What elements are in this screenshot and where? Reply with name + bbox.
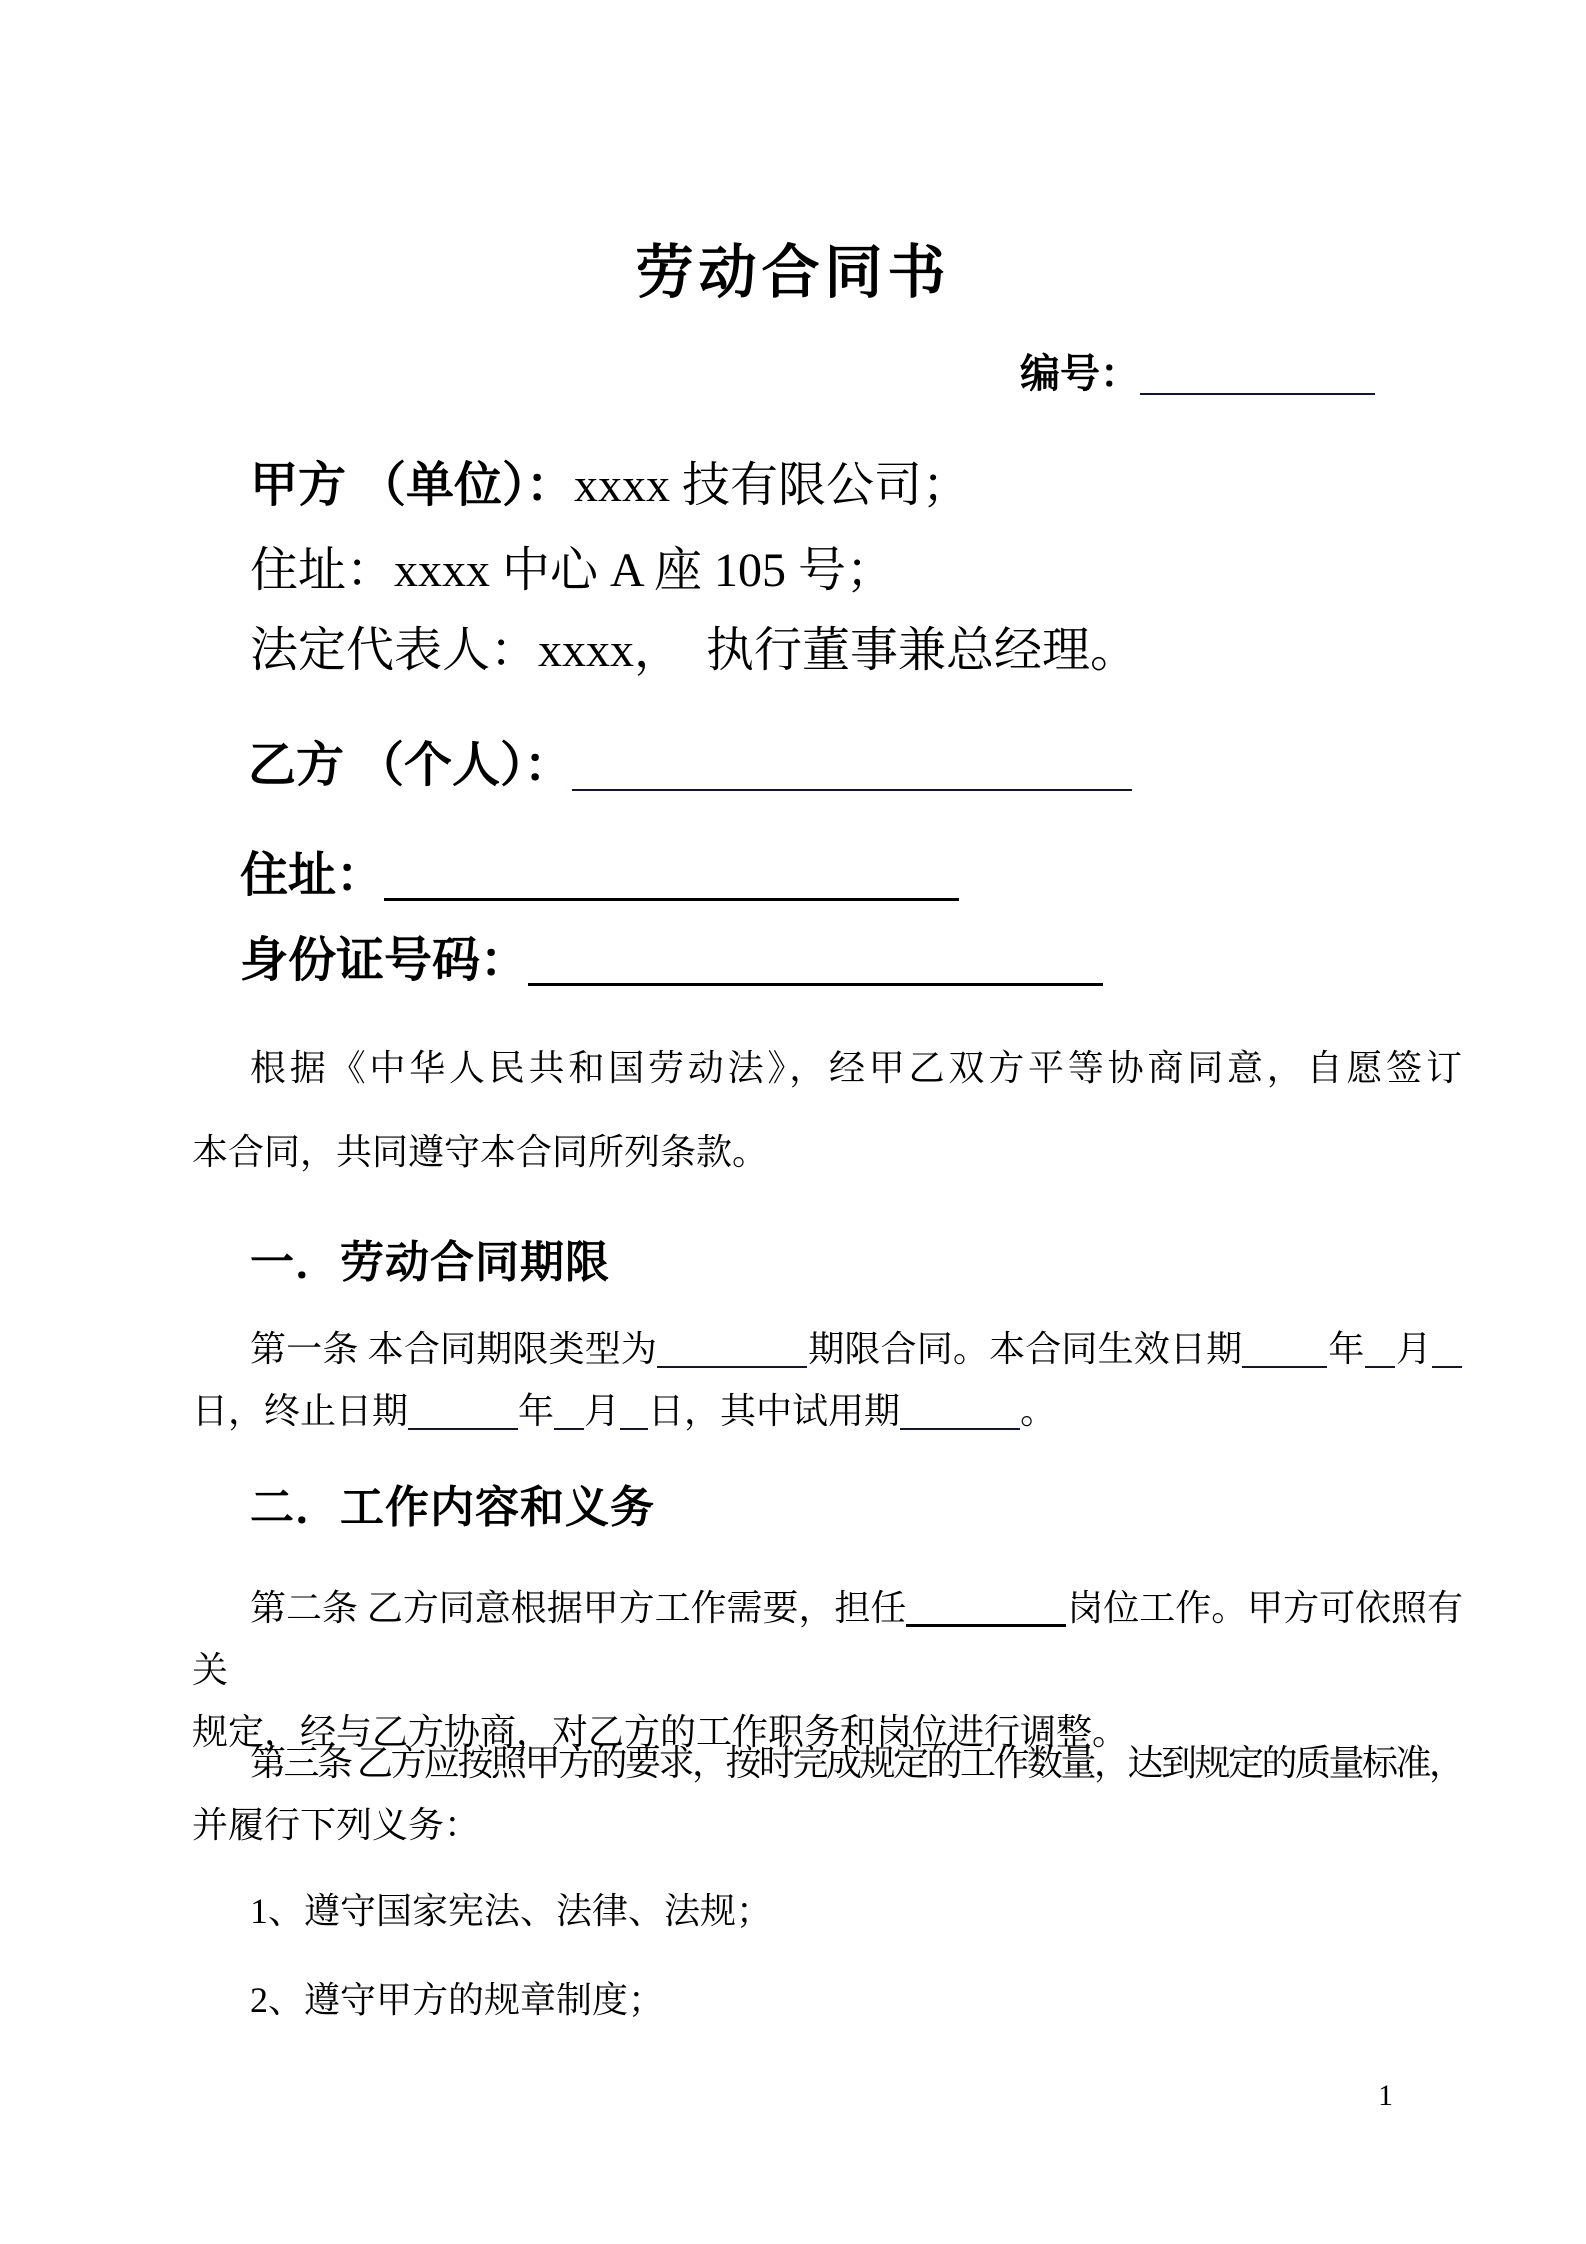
blank-underline — [1242, 1330, 1327, 1368]
blank-underline — [408, 1392, 518, 1430]
text-run: 岗位工作。甲方可依照有关 — [192, 1588, 1462, 1690]
article-1-line-1 — [192, 1318, 1462, 1380]
text-run: 年 — [518, 1391, 555, 1431]
blank-underline — [906, 1588, 1066, 1627]
text-run: 月 — [1394, 1329, 1432, 1369]
text-run: 第一条 本合同期限类型为 — [250, 1329, 658, 1369]
blank-underline — [572, 741, 1132, 791]
blank-underline — [384, 850, 959, 901]
party-b-name-line — [248, 737, 1132, 795]
text-run: 甲方 （单位）： — [250, 459, 575, 512]
party-b-id-line — [240, 932, 1103, 990]
text-run: 年 — [1327, 1329, 1365, 1369]
blank-underline — [1365, 1330, 1395, 1368]
section-2-heading: 二．工作内容和义务 — [250, 1483, 655, 1532]
blank-underline — [528, 935, 1103, 986]
text-run: 住址： — [240, 849, 385, 902]
article-2-line-1 — [192, 1577, 1462, 1701]
intro-paragraph — [192, 1026, 1462, 1194]
text-run: 编号： — [1020, 351, 1140, 396]
blank-underline — [900, 1392, 1020, 1430]
party-a-address-line: 住址：xxxx 中心 A 座 105 号； — [250, 544, 895, 597]
page-number: 1 — [1378, 2079, 1393, 2112]
blank-underline — [657, 1330, 807, 1368]
text-run: 第二条 乙方同意根据甲方工作需要，担任 — [250, 1588, 907, 1628]
article-1-line-2 — [192, 1380, 1462, 1442]
article-3-paragraph — [192, 1732, 1462, 1856]
party-a-representative-line: 法定代表人：xxxx， 执行董事兼总经理。 — [250, 624, 1139, 677]
party-b-address-line — [240, 847, 959, 905]
blank-underline — [620, 1392, 648, 1430]
blank-underline — [1432, 1330, 1462, 1368]
blank-underline — [1140, 353, 1375, 395]
text-run: 日，其中试用期 — [648, 1391, 901, 1431]
article-1-paragraph — [192, 1318, 1462, 1442]
article-3-line-1: 第三条 乙方应按照甲方的要求，按时完成规定的工作数量，达到规定的质量标准， — [250, 1743, 1462, 1783]
obligation-item-2: 2、遵守甲方的规章制度； — [250, 1980, 665, 2020]
text-run: 日，终止日期 — [192, 1391, 409, 1431]
article-2-line-2: 规定，经与乙方协商，对乙方的工作职务和岗位进行调整。 — [192, 1712, 1129, 1752]
party-a-name-line — [250, 457, 970, 515]
text-run: xxxx 技有限公司； — [574, 459, 971, 512]
blank-underline — [554, 1392, 584, 1430]
intro-line-2: 本合同，共同遵守本合同所列条款。 — [192, 1132, 769, 1172]
section-1-heading: 一．劳动合同期限 — [250, 1238, 610, 1287]
text-run: 身份证号码： — [240, 934, 529, 987]
text-run: 期限合同。本合同生效日期 — [807, 1329, 1243, 1369]
text-run: 乙方 （个人）： — [248, 739, 573, 792]
intro-line-1: 根据《中华人民共和国劳动法》，经甲乙双方平等协商同意，自愿签订 — [250, 1048, 1462, 1088]
obligation-item-1: 1、遵守国家宪法、法律、法规； — [250, 1891, 773, 1931]
text-run: 。 — [1020, 1391, 1057, 1431]
text-run: 月 — [584, 1391, 621, 1431]
contract-number-line — [1020, 350, 1375, 398]
document-title: 劳动合同书 — [635, 240, 951, 305]
article-3-line-2: 并履行下列义务： — [192, 1805, 481, 1845]
